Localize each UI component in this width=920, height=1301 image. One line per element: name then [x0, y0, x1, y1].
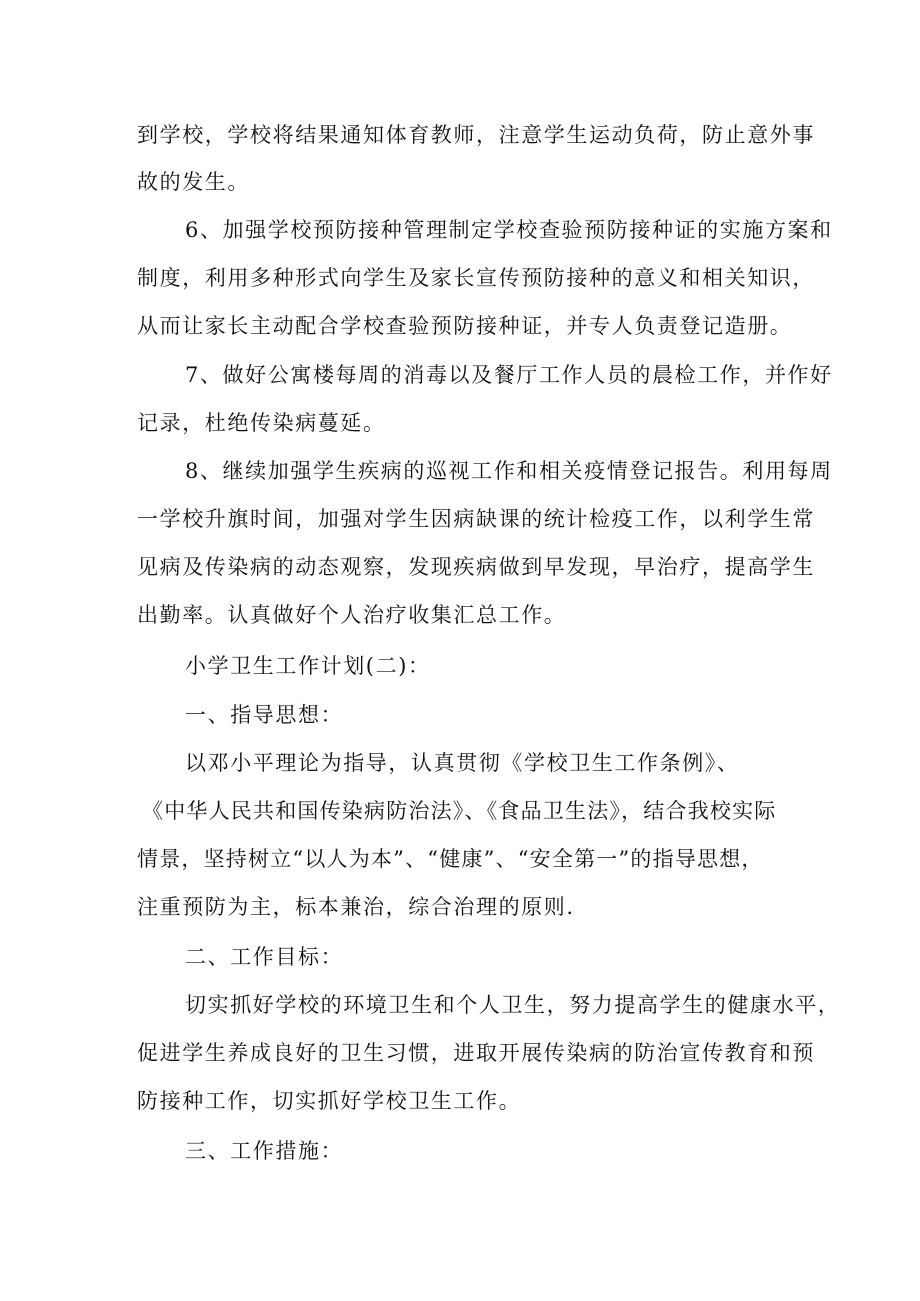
- text-line: 到学校，学校将结果通知体育教师，注意学生运动负荷，防止意外事: [137, 123, 815, 147]
- text-line: 切实抓好学校的环境卫生和个人卫生，努力提高学生的健康水平，: [185, 993, 841, 1017]
- text-line: 故的发生。: [137, 170, 250, 194]
- text-line: 以邓小平理论为指导，认真贯彻《学校卫生工作条例》、: [185, 751, 740, 775]
- text-line: 从而让家长主动配合学校查验预防接种证，并专人负责登记造册。: [137, 314, 793, 338]
- text-line: 制度，利用多种形式向学生及家长宣传预防接种的意义和相关知识，: [137, 266, 815, 290]
- text-line: 见病及传染病的动态观察，发现疾病做到早发现，早治疗，提高学生: [137, 555, 815, 579]
- section-heading: 小学卫生工作计划(二)：: [185, 654, 431, 678]
- section-heading: 二、工作目标：: [185, 945, 344, 969]
- text-line: 情景，坚持树立“以人为本”、“健康”、“安全第一”的指导思想，: [137, 847, 764, 871]
- text-line: 注重预防为主，标本兼治，综合治理的原则.: [137, 895, 575, 919]
- text-line: 7、做好公寓楼每周的消毒以及餐厅工作人员的晨检工作，并作好: [185, 363, 833, 387]
- section-heading: 一、指导思想：: [185, 703, 344, 727]
- section-heading: 三、工作措施：: [185, 1139, 344, 1163]
- text-line: 《中华人民共和国传染病防治法》、《食品卫生法》，结合我校实际: [142, 799, 777, 823]
- text-line: 出勤率。认真做好个人治疗收集汇总工作。: [137, 603, 567, 627]
- text-line: 防接种工作，切实抓好学校卫生工作。: [137, 1089, 522, 1113]
- text-line: 促进学生养成良好的卫生习惯，进取开展传染病的防治宣传教育和预: [137, 1041, 815, 1065]
- text-line: 一学校升旗时间，加强对学生因病缺课的统计检疫工作，以利学生常: [137, 507, 815, 531]
- text-line: 8、继续加强学生疾病的巡视工作和相关疫情登记报告。利用每周: [185, 459, 833, 483]
- text-line: 6、加强学校预防接种管理制定学校查验预防接种证的实施方案和: [185, 218, 833, 242]
- text-line: 记录，杜绝传染病蔓延。: [137, 411, 386, 435]
